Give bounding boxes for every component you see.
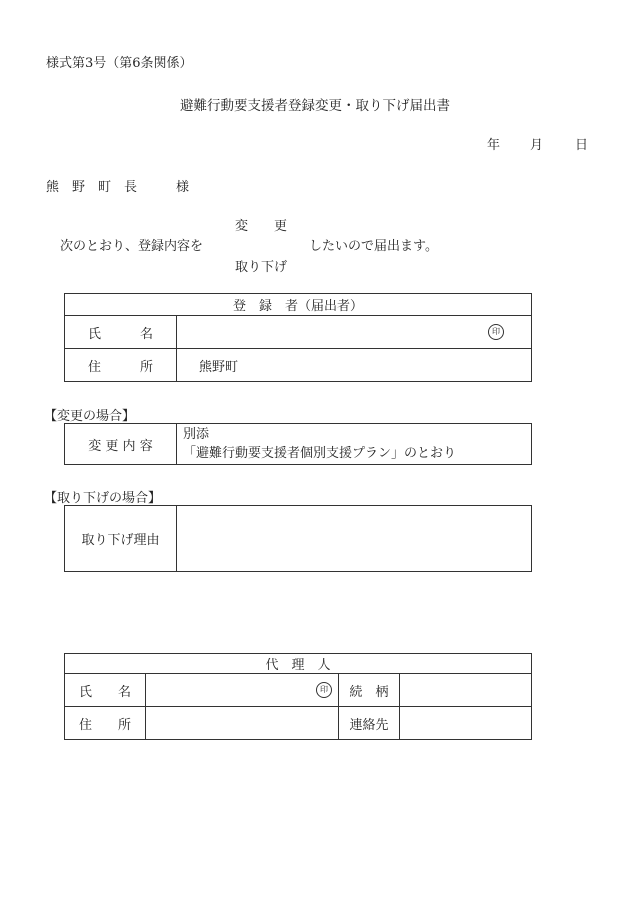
agent-table bbox=[64, 653, 532, 740]
registrant-table bbox=[64, 293, 532, 382]
date-year-label: 年 bbox=[487, 138, 501, 153]
option-change: 変 更 bbox=[235, 219, 288, 234]
option-withdraw: 取り下げ bbox=[235, 260, 288, 275]
registrant-name-field[interactable] bbox=[177, 316, 532, 349]
date-month-label: 月 bbox=[530, 138, 544, 153]
registrant-name-label: 氏 名 bbox=[65, 316, 177, 349]
seal-icon: 印 bbox=[316, 682, 332, 698]
agent-address-field[interactable] bbox=[146, 707, 339, 740]
document-title: 避難行動要支援者登録変更・取り下げ届出書 bbox=[180, 98, 450, 114]
registrant-address-value: 熊野町 bbox=[199, 359, 239, 375]
registrant-address-field[interactable] bbox=[177, 349, 532, 382]
withdraw-table bbox=[64, 505, 532, 572]
agent-contact-label: 連絡先 bbox=[339, 707, 400, 740]
intro-text-before: 次のとおり、登録内容を bbox=[60, 239, 204, 254]
date-day-label: 日 bbox=[575, 138, 589, 153]
agent-contact-field[interactable] bbox=[400, 707, 532, 740]
withdraw-section-label: 【取り下げの場合】 bbox=[44, 491, 162, 506]
seal-icon: 印 bbox=[488, 324, 504, 340]
change-table bbox=[64, 423, 532, 465]
change-content-field[interactable] bbox=[177, 424, 532, 465]
registrant-header: 登 録 者（届出者） bbox=[65, 294, 532, 316]
withdraw-reason-field[interactable] bbox=[177, 506, 532, 572]
intro-text-after: したいので届出ます。 bbox=[309, 239, 438, 254]
change-content-line2: 「避難行動要支援者個別支援プラン」のとおり bbox=[183, 446, 457, 461]
change-content-line1: 別添 bbox=[183, 427, 210, 442]
agent-header: 代 理 人 bbox=[65, 654, 532, 674]
addressee: 熊 野 町 長 様 bbox=[46, 180, 190, 195]
form-number: 様式第3号（第6条関係） bbox=[46, 56, 193, 71]
change-section-label: 【変更の場合】 bbox=[44, 409, 136, 424]
withdraw-reason-label: 取り下げ理由 bbox=[65, 506, 177, 572]
change-content-label: 変 更 内 容 bbox=[65, 424, 177, 465]
agent-name-field[interactable] bbox=[146, 674, 339, 707]
agent-relationship-label: 続 柄 bbox=[339, 674, 400, 707]
registrant-address-label: 住 所 bbox=[65, 349, 177, 382]
agent-name-label: 氏 名 bbox=[65, 674, 146, 707]
agent-address-label: 住 所 bbox=[65, 707, 146, 740]
agent-relationship-field[interactable] bbox=[400, 674, 532, 707]
